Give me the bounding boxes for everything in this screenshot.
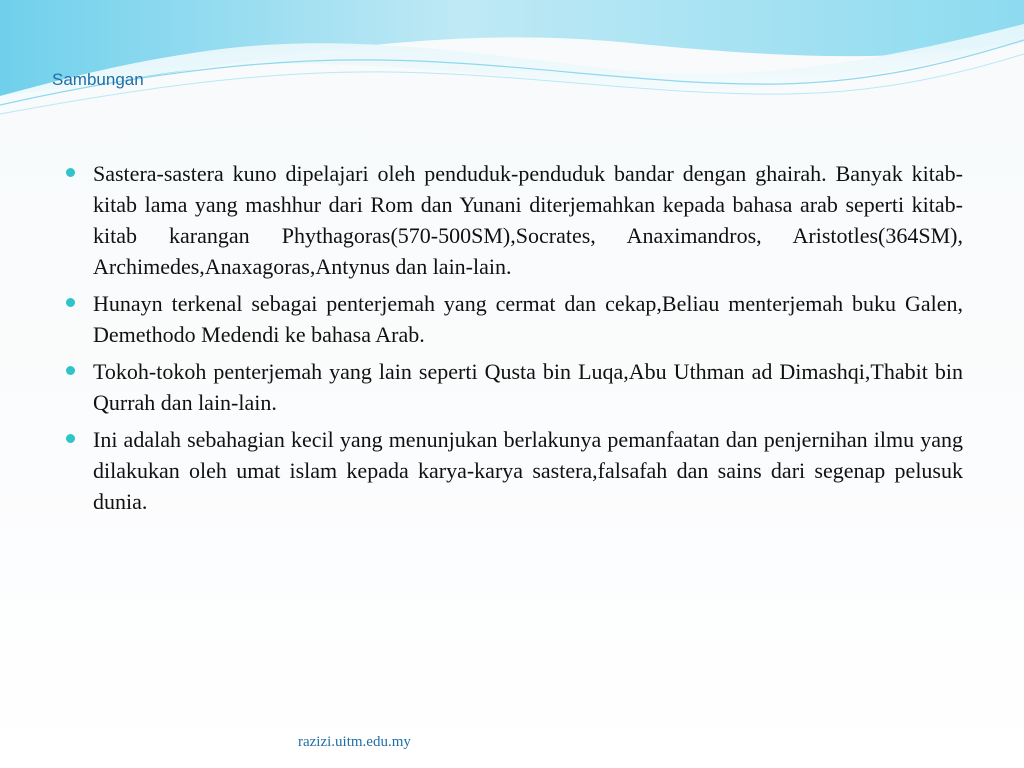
wave-back bbox=[0, 0, 1024, 96]
bullet-text-3: Tokoh-tokoh penterjemah yang lain seperti Qusta bin Luqa,Abu Uthman ad Dimashqi,Thabit bin Qurrah dan lain-lain. bbox=[93, 359, 963, 415]
bullet-text-1: Sastera-sastera kuno dipelajari oleh penduduk-penduduk bandar dengan ghairah. Banyak kitab-kitab lama yang mashhur dari Rom dan Yunani diterjemahkan kepada bahasa arab seperti kitab-kitab karangan Phythagoras(570-500SM),Socrates, Anaximandros, Aristotles(364SM), Archimedes,Anaxagoras,Antynus dan lain-lain. bbox=[93, 161, 963, 279]
bullet-dot-icon bbox=[66, 434, 75, 443]
bullet-dot-icon bbox=[66, 298, 75, 307]
slide-title: Sambungan bbox=[52, 70, 144, 89]
bullet-item-3 bbox=[66, 356, 963, 418]
bullet-item-2 bbox=[66, 288, 963, 350]
bullet-list bbox=[66, 158, 963, 523]
bullet-dot-icon bbox=[66, 168, 75, 177]
header-wave-decoration bbox=[0, 0, 1024, 130]
bullet-text-4: Ini adalah sebahagian kecil yang menunjukan berlakunya pemanfaatan dan penjernihan ilmu yang dilakukan oleh umat islam kepada karya-karya sastera,falsafah dan sains dari segenap pelusuk dunia. bbox=[93, 427, 963, 514]
bullet-item-4 bbox=[66, 424, 963, 517]
footer-url: razizi.uitm.edu.my bbox=[298, 734, 411, 750]
bullet-item-1 bbox=[66, 158, 963, 282]
bullet-dot-icon bbox=[66, 366, 75, 375]
bullet-text-2: Hunayn terkenal sebagai penterjemah yang cermat dan cekap,Beliau menterjemah buku Galen, Demethodo Medendi ke bahasa Arab. bbox=[93, 291, 963, 347]
